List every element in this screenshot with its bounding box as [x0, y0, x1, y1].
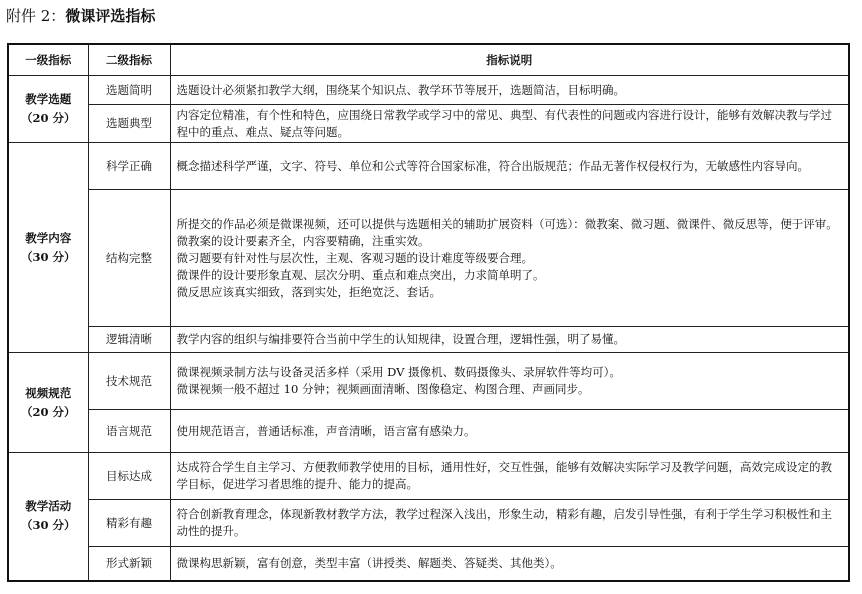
header-level2: 二级指标 — [88, 44, 170, 76]
subcategory-cell: 目标达成 — [88, 453, 170, 500]
title-text: 微课评选指标 — [65, 7, 156, 25]
category-cell — [8, 143, 88, 353]
category-score: （30 分） — [20, 518, 76, 533]
subcategory-cell: 科学正确 — [88, 143, 170, 190]
description-cell — [170, 500, 849, 547]
category-score: （20 分） — [20, 404, 76, 419]
description-cell — [170, 327, 849, 353]
category-cell — [8, 76, 88, 143]
description-cell — [170, 453, 849, 500]
description-line: 所提交的作品必须是微课视频，还可以提供与选题相关的辅助扩展资料（可选）：微教案、微习题、微课件、微反思等，便于评审。 — [176, 216, 838, 231]
category-score: （30 分） — [20, 249, 76, 264]
table-row — [8, 143, 849, 190]
description-line: 内容定位精准，有个性和特色，应围绕日常教学或学习中的常见、典型、有代表性的问题或内容进行设计，能够有效解决教与学过程中的重点、难点、疑点等问题。 — [176, 107, 832, 139]
description-line: 微反思应该真实细致，落到实处，拒绝宽泛、套话。 — [176, 284, 441, 299]
description-line: 选题设计必须紧扣教学大纲，围绕某个知识点、教学环节等展开，选题简洁，目标明确。 — [176, 82, 625, 97]
description-line: 微课件的设计要形象直观、层次分明、重点和难点突出，力求简单明了。 — [176, 267, 545, 282]
description-line: 微课构思新颖，富有创意，类型丰富（讲授类、解题类、答疑类、其他类）。 — [176, 555, 562, 570]
description-line: 微习题要有针对性与层次性，主观、客观习题的设计难度等级要合理。 — [176, 250, 533, 265]
subcategory-cell: 选题简明 — [88, 76, 170, 105]
table-row — [8, 500, 849, 547]
description-line: 符合创新教育理念，体现新教材教学方法，教学过程深入浅出，形象生动，精彩有趣，启发引导性强，有利于学生学习积极性和主动性的提升。 — [176, 507, 832, 538]
table-row — [8, 190, 849, 327]
table-row — [8, 327, 849, 353]
header-description: 指标说明 — [170, 44, 849, 76]
subcategory-cell: 技术规范 — [88, 353, 170, 410]
subcategory-cell: 语言规范 — [88, 410, 170, 453]
description-cell — [170, 410, 849, 453]
description-line: 概念描述科学严谨，文字、符号、单位和公式等符合国家标准，符合出版规范；作品无著作权侵权行为，无敏感性内容导向。 — [176, 158, 809, 173]
description-line: 微课视频一般不超过 10 分钟；视频画面清晰、图像稳定、构图合理、声画同步。 — [176, 382, 590, 396]
description-line: 使用规范语言，普通话标准，声音清晰，语言富有感染力。 — [176, 423, 476, 438]
table-row — [8, 453, 849, 500]
rubric-body — [8, 76, 849, 581]
table-row — [8, 547, 849, 581]
rubric-table — [7, 43, 850, 582]
category-name: 视频规范 — [25, 385, 72, 400]
subcategory-cell: 选题典型 — [88, 105, 170, 143]
table-row — [8, 76, 849, 105]
category-name: 教学选题 — [25, 92, 72, 106]
category-name: 教学活动 — [25, 499, 72, 514]
description-line: 教学内容的组织与编排要符合当前中学生的认知规律，设置合理，逻辑性强，明了易懂。 — [176, 332, 625, 346]
header-level1: 一级指标 — [8, 44, 88, 76]
table-row — [8, 353, 849, 410]
table-row — [8, 105, 849, 143]
document-title — [6, 5, 155, 27]
description-line: 达成符合学生自主学习、方便教师教学使用的目标，通用性好，交互性强，能够有效解决实际学习及教学问题，高效完成设定的教学目标，促进学习者思维的提升、能力的提高。 — [176, 460, 832, 491]
description-cell — [170, 105, 849, 143]
table-row — [8, 410, 849, 453]
description-line: 微课视频录制方法与设备灵活多样（采用 DV 摄像机、数码摄像头、录屏软件等均可）。 — [176, 365, 621, 379]
category-score: （20 分） — [20, 111, 76, 125]
category-name: 教学内容 — [25, 230, 72, 245]
subcategory-cell: 精彩有趣 — [88, 500, 170, 547]
subcategory-cell: 逻辑清晰 — [88, 327, 170, 353]
description-cell — [170, 190, 849, 327]
header-row — [8, 44, 849, 76]
title-prefix: 附件 2： — [6, 7, 66, 25]
description-line: 微教案的设计要素齐全，内容要精确，注重实效。 — [176, 233, 430, 248]
description-cell — [170, 547, 849, 581]
subcategory-cell: 结构完整 — [88, 190, 170, 327]
description-cell — [170, 143, 849, 190]
category-cell — [8, 453, 88, 581]
description-cell — [170, 353, 849, 410]
subcategory-cell: 形式新颖 — [88, 547, 170, 581]
description-cell — [170, 76, 849, 105]
category-cell — [8, 353, 88, 453]
